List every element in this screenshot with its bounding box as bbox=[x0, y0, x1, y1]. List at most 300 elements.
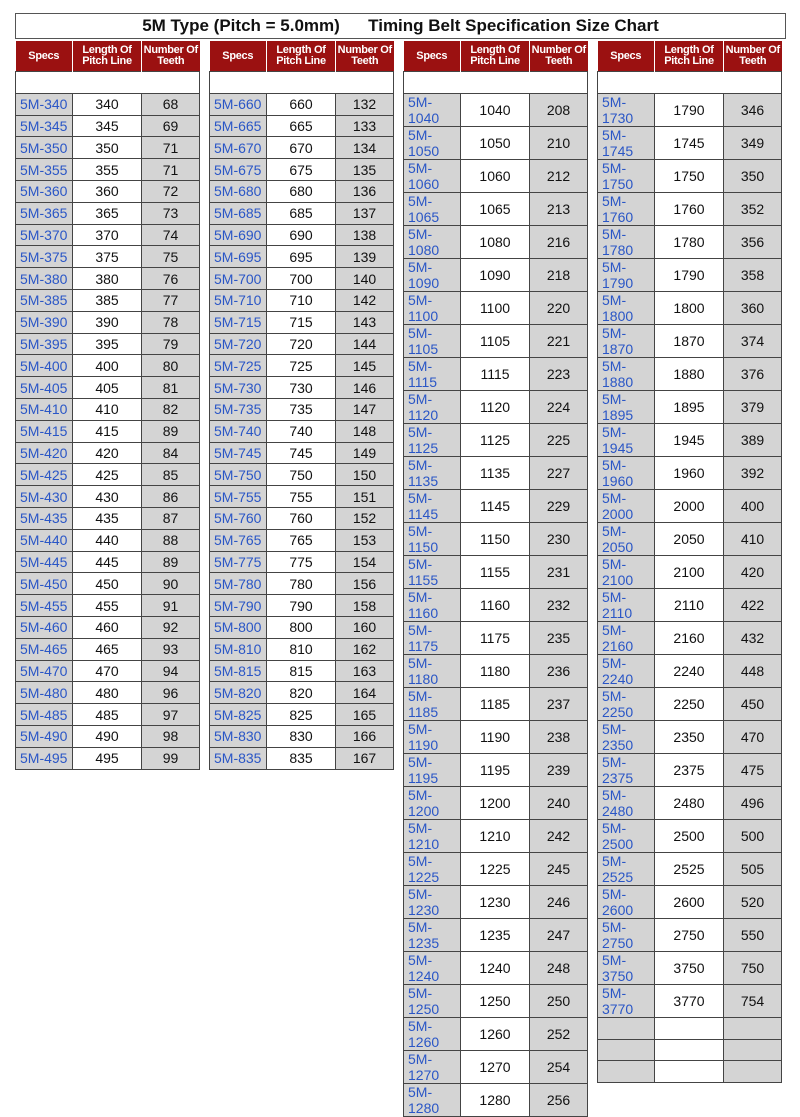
teeth-count-cell: 238 bbox=[530, 720, 588, 753]
table-row bbox=[210, 573, 394, 595]
teeth-count-cell: 229 bbox=[530, 489, 588, 522]
pitch-length-cell: 1185 bbox=[461, 687, 530, 720]
pitch-length-cell: 2250 bbox=[655, 687, 724, 720]
pitch-length-cell: 2050 bbox=[655, 522, 724, 555]
spec-cell: 5M-825 bbox=[210, 704, 267, 726]
pitch-length-cell: 680 bbox=[267, 180, 336, 202]
table-row bbox=[210, 333, 394, 355]
table-row bbox=[404, 819, 588, 852]
spec-cell: 5M-715 bbox=[210, 311, 267, 333]
teeth-count-cell: 232 bbox=[530, 588, 588, 621]
teeth-count-cell: 137 bbox=[336, 202, 394, 224]
spec-cell: 5M-485 bbox=[16, 704, 73, 726]
teeth-count-cell: 208 bbox=[530, 93, 588, 126]
pitch-length-cell: 1150 bbox=[461, 522, 530, 555]
pitch-length-cell: 820 bbox=[267, 682, 336, 704]
spec-cell: 5M-830 bbox=[210, 725, 267, 747]
pitch-length-cell bbox=[655, 1061, 724, 1083]
spec-cell: 5M-1175 bbox=[404, 621, 461, 654]
table-row bbox=[404, 720, 588, 753]
pitch-length-cell: 2110 bbox=[655, 588, 724, 621]
teeth-count-cell: 389 bbox=[724, 423, 782, 456]
teeth-count-cell: 160 bbox=[336, 616, 394, 638]
table-row bbox=[210, 507, 394, 529]
pitch-length-cell: 1270 bbox=[461, 1050, 530, 1083]
spec-cell: 5M-1100 bbox=[404, 291, 461, 324]
spec-cell: 5M-1235 bbox=[404, 918, 461, 951]
pitch-length-cell: 1180 bbox=[461, 654, 530, 687]
pitch-length-cell: 1190 bbox=[461, 720, 530, 753]
table-row bbox=[598, 126, 782, 159]
teeth-count-cell: 145 bbox=[336, 355, 394, 377]
pitch-length-cell: 830 bbox=[267, 725, 336, 747]
pitch-length-cell: 2750 bbox=[655, 918, 724, 951]
teeth-count-cell: 96 bbox=[142, 682, 200, 704]
pitch-length-cell: 750 bbox=[267, 464, 336, 486]
pitch-length-cell: 390 bbox=[73, 311, 142, 333]
teeth-count-cell: 235 bbox=[530, 621, 588, 654]
table-row bbox=[598, 852, 782, 885]
spec-cell: 5M-695 bbox=[210, 246, 267, 268]
teeth-count-cell: 349 bbox=[724, 126, 782, 159]
spec-table bbox=[209, 41, 394, 770]
spec-cell: 5M-2050 bbox=[598, 522, 655, 555]
spec-cell: 5M-380 bbox=[16, 268, 73, 290]
table-row bbox=[404, 522, 588, 555]
spec-cell: 5M-1105 bbox=[404, 324, 461, 357]
teeth-count-cell: 550 bbox=[724, 918, 782, 951]
teeth-count-cell: 143 bbox=[336, 311, 394, 333]
table-row bbox=[598, 225, 782, 258]
teeth-count-cell: 91 bbox=[142, 595, 200, 617]
table-row bbox=[598, 555, 782, 588]
spec-cell: 5M-660 bbox=[210, 93, 267, 115]
teeth-count-cell: 167 bbox=[336, 747, 394, 769]
spec-cell: 5M-410 bbox=[16, 398, 73, 420]
pitch-length-cell: 340 bbox=[73, 93, 142, 115]
spec-cell: 5M-1190 bbox=[404, 720, 461, 753]
spec-cell: 5M-375 bbox=[16, 246, 73, 268]
teeth-count-cell: 221 bbox=[530, 324, 588, 357]
spec-cell: 5M-1780 bbox=[598, 225, 655, 258]
table-row bbox=[598, 522, 782, 555]
pitch-length-cell: 1200 bbox=[461, 786, 530, 819]
teeth-count-cell bbox=[724, 1039, 782, 1061]
teeth-count-cell: 227 bbox=[530, 456, 588, 489]
pitch-length-cell: 690 bbox=[267, 224, 336, 246]
table-row bbox=[16, 595, 200, 617]
table-row bbox=[598, 654, 782, 687]
table-row bbox=[598, 291, 782, 324]
pitch-length-cell: 665 bbox=[267, 115, 336, 137]
pitch-length-cell: 1280 bbox=[461, 1083, 530, 1116]
spec-cell: 5M-425 bbox=[16, 464, 73, 486]
table-row bbox=[16, 159, 200, 181]
pitch-length-cell: 835 bbox=[267, 747, 336, 769]
teeth-count-cell: 496 bbox=[724, 786, 782, 819]
spec-cell: 5M-1135 bbox=[404, 456, 461, 489]
spec-cell: 5M-2250 bbox=[598, 687, 655, 720]
pitch-length-cell: 410 bbox=[73, 398, 142, 420]
teeth-count-cell: 254 bbox=[530, 1050, 588, 1083]
spec-table bbox=[15, 41, 200, 770]
spec-cell: 5M-370 bbox=[16, 224, 73, 246]
header-length-of-pitch-line: Length Of Pitch Line bbox=[267, 41, 336, 72]
pitch-length-cell: 1065 bbox=[461, 192, 530, 225]
spec-cell: 5M-740 bbox=[210, 420, 267, 442]
spec-cell: 5M-1050 bbox=[404, 126, 461, 159]
spec-cell: 5M-675 bbox=[210, 159, 267, 181]
spec-cell: 5M-665 bbox=[210, 115, 267, 137]
spec-cell: 5M-1210 bbox=[404, 819, 461, 852]
spec-cell: 5M-810 bbox=[210, 638, 267, 660]
table-row bbox=[16, 377, 200, 399]
spec-cell: 5M-760 bbox=[210, 507, 267, 529]
table-row bbox=[404, 654, 588, 687]
spec-cell: 5M-1145 bbox=[404, 489, 461, 522]
teeth-count-cell: 450 bbox=[724, 687, 782, 720]
pitch-length-cell: 2240 bbox=[655, 654, 724, 687]
spec-cell: 5M-430 bbox=[16, 486, 73, 508]
pitch-length-cell: 485 bbox=[73, 704, 142, 726]
table-row bbox=[598, 1039, 782, 1061]
pitch-length-cell: 3750 bbox=[655, 951, 724, 984]
header-specs: Specs bbox=[210, 41, 267, 72]
teeth-count-cell: 154 bbox=[336, 551, 394, 573]
pitch-length-cell: 1230 bbox=[461, 885, 530, 918]
teeth-count-cell: 237 bbox=[530, 687, 588, 720]
teeth-count-cell: 152 bbox=[336, 507, 394, 529]
teeth-count-cell: 164 bbox=[336, 682, 394, 704]
pitch-length-cell: 360 bbox=[73, 180, 142, 202]
pitch-length-cell: 1125 bbox=[461, 423, 530, 456]
table-row bbox=[404, 621, 588, 654]
teeth-count-cell: 432 bbox=[724, 621, 782, 654]
spec-cell: 5M-2350 bbox=[598, 720, 655, 753]
spec-cell: 5M-1065 bbox=[404, 192, 461, 225]
table-row bbox=[210, 355, 394, 377]
teeth-count-cell: 89 bbox=[142, 551, 200, 573]
pitch-length-cell: 1235 bbox=[461, 918, 530, 951]
table-row bbox=[404, 1050, 588, 1083]
table-row bbox=[16, 137, 200, 159]
header-number-of-teeth: Number Of Teeth bbox=[530, 41, 588, 72]
spec-cell: 5M-480 bbox=[16, 682, 73, 704]
spec-cell: 5M-1115 bbox=[404, 357, 461, 390]
teeth-count-cell: 99 bbox=[142, 747, 200, 769]
table-row bbox=[404, 93, 588, 126]
spec-cell: 5M-435 bbox=[16, 507, 73, 529]
spec-cell: 5M-730 bbox=[210, 377, 267, 399]
spec-cell: 5M-455 bbox=[16, 595, 73, 617]
table-row bbox=[210, 137, 394, 159]
table-row bbox=[16, 398, 200, 420]
teeth-count-cell: 82 bbox=[142, 398, 200, 420]
teeth-count-cell: 166 bbox=[336, 725, 394, 747]
pitch-length-cell: 695 bbox=[267, 246, 336, 268]
table-row bbox=[16, 638, 200, 660]
spec-cell: 5M-390 bbox=[16, 311, 73, 333]
spec-cell: 5M-690 bbox=[210, 224, 267, 246]
spec-cell: 5M-340 bbox=[16, 93, 73, 115]
teeth-count-cell: 162 bbox=[336, 638, 394, 660]
table-row bbox=[598, 456, 782, 489]
spec-cell: 5M-710 bbox=[210, 289, 267, 311]
teeth-count-cell: 150 bbox=[336, 464, 394, 486]
spec-cell: 5M-765 bbox=[210, 529, 267, 551]
table-row bbox=[404, 357, 588, 390]
spec-cell: 5M-1080 bbox=[404, 225, 461, 258]
spec-cell: 5M-1790 bbox=[598, 258, 655, 291]
table-row bbox=[404, 687, 588, 720]
teeth-count-cell: 71 bbox=[142, 159, 200, 181]
spec-cell: 5M-1960 bbox=[598, 456, 655, 489]
spec-cell: 5M-1040 bbox=[404, 93, 461, 126]
pitch-length-cell: 730 bbox=[267, 377, 336, 399]
table-row bbox=[210, 377, 394, 399]
pitch-length-cell: 365 bbox=[73, 202, 142, 224]
table-row bbox=[16, 529, 200, 551]
pitch-length-cell: 800 bbox=[267, 616, 336, 638]
spec-group-3 bbox=[403, 41, 588, 1117]
teeth-count-cell: 136 bbox=[336, 180, 394, 202]
pitch-length-cell: 745 bbox=[267, 442, 336, 464]
pitch-length-cell: 490 bbox=[73, 725, 142, 747]
pitch-length-cell: 1870 bbox=[655, 324, 724, 357]
spec-group-1 bbox=[15, 41, 200, 770]
teeth-count-cell: 74 bbox=[142, 224, 200, 246]
table-row bbox=[210, 202, 394, 224]
spec-cell: 5M-1760 bbox=[598, 192, 655, 225]
spec-cell: 5M-2480 bbox=[598, 786, 655, 819]
pitch-length-cell: 1250 bbox=[461, 984, 530, 1017]
table-row bbox=[404, 555, 588, 588]
teeth-count-cell: 156 bbox=[336, 573, 394, 595]
table-row bbox=[404, 258, 588, 291]
teeth-count-cell: 350 bbox=[724, 159, 782, 192]
pitch-length-cell: 2525 bbox=[655, 852, 724, 885]
table-row bbox=[210, 159, 394, 181]
spec-cell: 5M-395 bbox=[16, 333, 73, 355]
table-row bbox=[210, 660, 394, 682]
table-row bbox=[210, 268, 394, 290]
table-row bbox=[598, 390, 782, 423]
table-row bbox=[404, 423, 588, 456]
teeth-count-cell: 98 bbox=[142, 725, 200, 747]
pitch-length-cell: 1175 bbox=[461, 621, 530, 654]
pitch-length-cell: 1790 bbox=[655, 93, 724, 126]
spec-cell: 5M-3750 bbox=[598, 951, 655, 984]
spec-cell: 5M-345 bbox=[16, 115, 73, 137]
pitch-length-cell: 395 bbox=[73, 333, 142, 355]
table-row bbox=[404, 753, 588, 786]
teeth-count-cell: 89 bbox=[142, 420, 200, 442]
spec-cell: 5M-460 bbox=[16, 616, 73, 638]
spec-cell: 5M-1745 bbox=[598, 126, 655, 159]
teeth-count-cell: 392 bbox=[724, 456, 782, 489]
spec-cell: 5M-755 bbox=[210, 486, 267, 508]
spec-cell: 5M-450 bbox=[16, 573, 73, 595]
pitch-length-cell: 445 bbox=[73, 551, 142, 573]
pitch-length-cell: 430 bbox=[73, 486, 142, 508]
table-row bbox=[210, 529, 394, 551]
spec-cell: 5M-495 bbox=[16, 747, 73, 769]
pitch-length-cell: 1090 bbox=[461, 258, 530, 291]
table-row bbox=[404, 225, 588, 258]
pitch-length-cell: 1160 bbox=[461, 588, 530, 621]
spec-cell bbox=[598, 1061, 655, 1083]
teeth-count-cell: 420 bbox=[724, 555, 782, 588]
pitch-length-cell: 1750 bbox=[655, 159, 724, 192]
teeth-count-cell: 88 bbox=[142, 529, 200, 551]
table-row bbox=[598, 258, 782, 291]
spec-cell: 5M-400 bbox=[16, 355, 73, 377]
pitch-length-cell: 675 bbox=[267, 159, 336, 181]
pitch-length-cell: 1060 bbox=[461, 159, 530, 192]
teeth-count-cell: 73 bbox=[142, 202, 200, 224]
table-row bbox=[598, 885, 782, 918]
table-row bbox=[404, 852, 588, 885]
table-row bbox=[210, 616, 394, 638]
teeth-count-cell: 210 bbox=[530, 126, 588, 159]
spec-cell: 5M-2750 bbox=[598, 918, 655, 951]
spec-cell: 5M-355 bbox=[16, 159, 73, 181]
table-row bbox=[598, 918, 782, 951]
table-row bbox=[598, 423, 782, 456]
pitch-length-cell: 415 bbox=[73, 420, 142, 442]
pitch-length-cell: 720 bbox=[267, 333, 336, 355]
pitch-length-cell: 1155 bbox=[461, 555, 530, 588]
pitch-length-cell: 815 bbox=[267, 660, 336, 682]
pitch-length-cell: 1080 bbox=[461, 225, 530, 258]
pitch-length-cell: 2500 bbox=[655, 819, 724, 852]
spec-cell: 5M-1280 bbox=[404, 1083, 461, 1116]
teeth-count-cell: 376 bbox=[724, 357, 782, 390]
teeth-count-cell: 68 bbox=[142, 93, 200, 115]
table-row bbox=[598, 819, 782, 852]
header-row bbox=[16, 41, 200, 72]
pitch-length-cell: 1210 bbox=[461, 819, 530, 852]
spec-cell bbox=[598, 1039, 655, 1061]
teeth-count-cell: 77 bbox=[142, 289, 200, 311]
pitch-length-cell: 1945 bbox=[655, 423, 724, 456]
spec-cell: 5M-670 bbox=[210, 137, 267, 159]
teeth-count-cell: 246 bbox=[530, 885, 588, 918]
table-row bbox=[598, 159, 782, 192]
teeth-count-cell: 149 bbox=[336, 442, 394, 464]
spec-cell: 5M-440 bbox=[16, 529, 73, 551]
table-row bbox=[16, 551, 200, 573]
teeth-count-cell: 84 bbox=[142, 442, 200, 464]
spec-cell: 5M-750 bbox=[210, 464, 267, 486]
teeth-count-cell: 505 bbox=[724, 852, 782, 885]
table-row bbox=[210, 747, 394, 769]
teeth-count-cell: 360 bbox=[724, 291, 782, 324]
spec-group-4 bbox=[597, 41, 782, 1083]
spec-cell: 5M-1185 bbox=[404, 687, 461, 720]
table-row bbox=[210, 246, 394, 268]
pitch-length-cell: 420 bbox=[73, 442, 142, 464]
teeth-count-cell: 163 bbox=[336, 660, 394, 682]
spec-cell: 5M-2240 bbox=[598, 654, 655, 687]
pitch-length-cell: 1960 bbox=[655, 456, 724, 489]
spec-cell: 5M-2500 bbox=[598, 819, 655, 852]
spec-cell: 5M-1880 bbox=[598, 357, 655, 390]
table-row bbox=[404, 126, 588, 159]
teeth-count-cell: 379 bbox=[724, 390, 782, 423]
pitch-length-cell: 1760 bbox=[655, 192, 724, 225]
teeth-count-cell: 754 bbox=[724, 984, 782, 1017]
table-row bbox=[16, 747, 200, 769]
teeth-count-cell: 87 bbox=[142, 507, 200, 529]
table-row bbox=[210, 224, 394, 246]
pitch-length-cell: 1120 bbox=[461, 390, 530, 423]
table-row bbox=[16, 333, 200, 355]
spec-cell: 5M-1800 bbox=[598, 291, 655, 324]
teeth-count-cell: 90 bbox=[142, 573, 200, 595]
table-row bbox=[16, 507, 200, 529]
spec-cell bbox=[598, 1017, 655, 1039]
pitch-length-cell: 355 bbox=[73, 159, 142, 181]
teeth-count-cell: 213 bbox=[530, 192, 588, 225]
pitch-length-cell: 495 bbox=[73, 747, 142, 769]
table-row bbox=[16, 224, 200, 246]
pitch-length-cell: 460 bbox=[73, 616, 142, 638]
spec-cell: 5M-365 bbox=[16, 202, 73, 224]
pitch-length-cell: 710 bbox=[267, 289, 336, 311]
teeth-count-cell: 224 bbox=[530, 390, 588, 423]
teeth-count-cell: 750 bbox=[724, 951, 782, 984]
spec-cell: 5M-800 bbox=[210, 616, 267, 638]
spec-cell: 5M-2100 bbox=[598, 555, 655, 588]
teeth-count-cell: 247 bbox=[530, 918, 588, 951]
table-row bbox=[598, 588, 782, 621]
table-row bbox=[210, 442, 394, 464]
pitch-length-cell: 2160 bbox=[655, 621, 724, 654]
table-row bbox=[210, 180, 394, 202]
pitch-length-cell: 375 bbox=[73, 246, 142, 268]
table-row bbox=[404, 918, 588, 951]
pitch-length-cell: 385 bbox=[73, 289, 142, 311]
table-row bbox=[210, 420, 394, 442]
spec-cell: 5M-685 bbox=[210, 202, 267, 224]
teeth-count-cell: 69 bbox=[142, 115, 200, 137]
teeth-count-cell: 230 bbox=[530, 522, 588, 555]
spec-cell: 5M-680 bbox=[210, 180, 267, 202]
teeth-count-cell bbox=[724, 1017, 782, 1039]
teeth-count-cell: 158 bbox=[336, 595, 394, 617]
table-row bbox=[404, 1017, 588, 1050]
pitch-length-cell: 1745 bbox=[655, 126, 724, 159]
teeth-count-cell: 165 bbox=[336, 704, 394, 726]
table-row bbox=[16, 682, 200, 704]
pitch-length-cell: 765 bbox=[267, 529, 336, 551]
spec-cell: 5M-1195 bbox=[404, 753, 461, 786]
spec-cell: 5M-470 bbox=[16, 660, 73, 682]
pitch-length-cell: 1115 bbox=[461, 357, 530, 390]
pitch-length-cell: 790 bbox=[267, 595, 336, 617]
pitch-length-cell: 405 bbox=[73, 377, 142, 399]
table-row bbox=[404, 192, 588, 225]
spec-cell: 5M-815 bbox=[210, 660, 267, 682]
table-row bbox=[210, 704, 394, 726]
pitch-length-cell: 725 bbox=[267, 355, 336, 377]
table-row bbox=[598, 324, 782, 357]
pitch-length-cell: 345 bbox=[73, 115, 142, 137]
table-row bbox=[16, 268, 200, 290]
table-row bbox=[16, 246, 200, 268]
spec-cell: 5M-1870 bbox=[598, 324, 655, 357]
